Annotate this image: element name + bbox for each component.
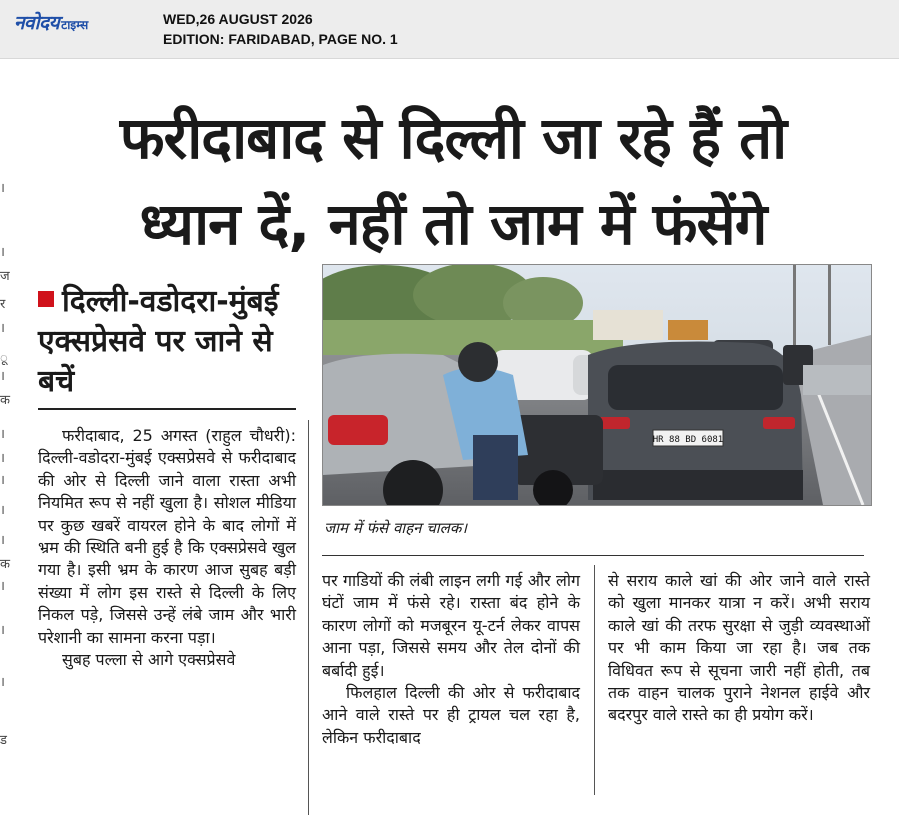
newspaper-logo[interactable]	[14, 9, 89, 34]
next-headline-fragment	[330, 800, 870, 830]
traffic-jam-photo[interactable]	[322, 264, 872, 506]
strip-char: ।	[0, 473, 5, 488]
strip-char: ।	[0, 245, 5, 260]
strip-char: ड	[0, 733, 7, 748]
column-3-paragraph-1: से सराय काले खां की ओर जाने वाले रास्ते को खुला मानकर यात्रा न करें। अभी सराय काले खां की तरफ सुरक्षा से जुड़ी व्यवस्थाओं पर भी काम किया जा रहा है। जब तक विधिवत रूप से सूचना जारी नहीं होती, तब तक वाहन चालक पुराने नेशनल हाईवे और बदरपुर वाले रास्ते का ही प्रयोग करें।	[608, 571, 870, 725]
subhead-divider	[38, 408, 296, 410]
article-column-1	[38, 425, 296, 671]
red-bullet-icon	[38, 291, 54, 307]
headline-line-1: फरीदाबाद से दिल्ली जा रहे हैं तो	[119, 104, 787, 172]
strip-char: ज	[0, 269, 10, 284]
strip-char: ।	[0, 321, 5, 336]
strip-char: क	[0, 557, 10, 572]
edition-info	[163, 9, 398, 49]
caption-divider	[322, 555, 864, 556]
strip-char: ू	[0, 351, 8, 366]
strip-char: ।	[0, 181, 5, 196]
strip-char: ।	[0, 533, 5, 548]
strip-char: ।	[0, 369, 5, 384]
article-column-3	[608, 570, 870, 727]
strip-char: ।	[0, 675, 5, 690]
strip-char: ।	[0, 451, 5, 466]
column-divider-1	[308, 420, 309, 815]
masthead-bar	[0, 0, 899, 59]
article-headline	[28, 95, 878, 267]
logo-sub-text: टाइम्स	[61, 18, 89, 32]
strip-char: ।	[0, 579, 5, 594]
column-1-paragraph-2: सुबह पल्ला से आगे एक्सप्रेसवे	[62, 650, 236, 670]
adjacent-column-fragment	[0, 60, 12, 818]
strip-char: ।	[0, 503, 5, 518]
number-plate: HR 88 BD 6081	[652, 435, 724, 445]
article-subheading	[38, 282, 300, 402]
logo-main-text: नवोदय	[14, 12, 60, 34]
strip-char: र	[0, 297, 6, 312]
column-2-paragraph-1: पर गाडियों की लंबी लाइन लगी गई और लोग घंटों जाम में फंसे रहे। रास्ता बंद होने के कारण लोगों को मजबूरन यू-टर्न लेकर वापस आना पड़ा, जिससे समय और तेल दोनों की बर्बादी हुई।	[322, 571, 580, 680]
strip-char: ।	[0, 427, 5, 442]
article-column-2	[322, 570, 580, 749]
photo-caption: जाम में फंसे वाहन चालक।	[324, 519, 468, 537]
strip-char: क	[0, 393, 10, 408]
column-divider-2	[594, 565, 595, 795]
strip-char: ।	[0, 623, 5, 638]
photo-illustration	[323, 265, 871, 505]
headline-line-2: ध्यान दें, नहीं तो जाम में फंसेंगे	[139, 190, 767, 258]
subheading-text: दिल्ली-वडोदरा-मुंबई एक्सप्रेसवे पर जाने से बचें	[38, 284, 279, 399]
column-1-paragraph-1: फरीदाबाद, 25 अगस्त (राहुल चौधरी): दिल्ली-वडोदरा-मुंबई एक्सप्रेसवे से फरीदाबाद की ओर से दिल्ली जाने वाला रास्ता अभी नियमित रूप से नहीं खुला है। सोशल मीडिया पर कुछ खबरें वायरल होने के बाद लोगों में भ्रम की स्थिति बनी हुई है कि एक्सप्रेसवे खुल गया है। इसी भ्रम के कारण आज सुबह बड़ी संख्या में लोग इस रास्ते से दिल्ली के लिए निकल पड़े, जिससे उन्हें लंबे जाम और भारी परेशानी का सामना करना पड़ा।	[38, 426, 296, 647]
column-2-paragraph-2: फिलहाल दिल्ली की ओर से फरीदाबाद आने वाले रास्ते पर ही ट्रायल चल रहा है, लेकिन फरीदाबाद	[322, 683, 580, 747]
edition-label: EDITION: FARIDABAD, PAGE NO. 1	[163, 31, 398, 47]
issue-date: WED,26 AUGUST 2026	[163, 11, 313, 27]
